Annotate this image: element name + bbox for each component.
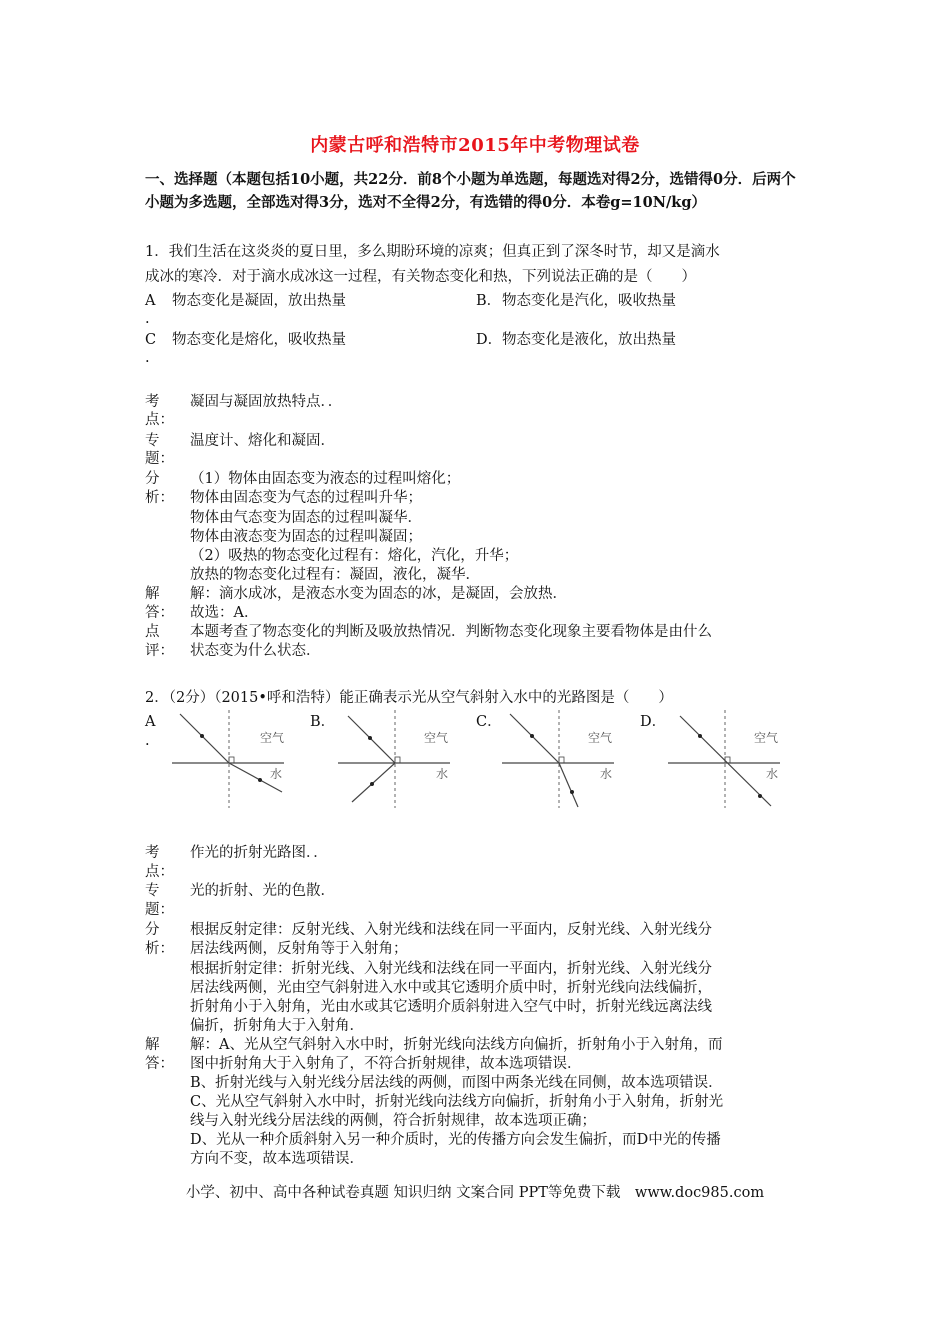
q2-kaodian-label-2: 点： <box>145 864 174 880</box>
light-path-diagram-a <box>172 710 284 808</box>
q2-zhuanti: 光的折射、光的色散． <box>190 883 335 899</box>
q1-stem-line-1: 1．我们生活在这炎炎的夏日里，多么期盼环境的凉爽；但真正到了深冬时节，却又是滴水 <box>145 244 720 260</box>
q1-zhuanti: 温度计、熔化和凝固． <box>190 433 335 449</box>
q1-jieda-line: 解：滴水成冰，是液态水变为固态的冰，是凝固，会放热． <box>190 586 567 602</box>
light-path-diagram-c <box>502 710 614 808</box>
air-label: 空气 <box>260 731 284 745</box>
light-path-diagram-d <box>668 710 780 808</box>
q2-jieda-line: D、光从一种介质斜射入另一种介质时，光的传播方向会发生偏折，而D中光的传播 <box>190 1132 721 1148</box>
water-label: 水 <box>436 767 449 781</box>
q1-fenxi-label-2: 析： <box>145 490 174 506</box>
q1-option-d-text: 物态变化是液化，放出热量 <box>502 332 676 348</box>
q1-fenxi-line: 物体由气态变为固态的过程叫凝华． <box>190 510 422 526</box>
q2-figure-d-letter: D． <box>640 714 667 730</box>
q2-zhuanti-label-2: 题： <box>145 902 174 918</box>
q1-fenxi-line: （2）吸热的物态变化过程有：熔化，汽化，升华； <box>190 548 519 564</box>
q2-stem: 2．（2分）（2015•呼和浩特）能正确表示光从空气斜射入水中的光路图是（ ） <box>145 690 673 706</box>
q2-fenxi-line: 根据折射定律：折射光线、入射光线和法线在同一平面内，折射光线、入射光线分 <box>190 961 712 977</box>
q1-zhuanti-label-2: 题： <box>145 451 174 467</box>
q1-option-c-dot: . <box>145 350 150 366</box>
q2-figure-a-letter: A <box>145 714 156 730</box>
q1-zhuanti-label-1: 专 <box>145 433 160 449</box>
water-label: 水 <box>766 767 779 781</box>
q2-fenxi-line: 居法线两侧，光由空气斜射进入水中或其它透明介质中时，折射光线向法线偏折， <box>190 980 712 996</box>
light-path-diagram-b <box>338 710 450 808</box>
q1-option-d-letter: D． <box>476 332 503 348</box>
q2-fenxi-label-1: 分 <box>145 922 160 938</box>
water-label: 水 <box>270 767 283 781</box>
q2-jieda-label-2: 答： <box>145 1056 174 1072</box>
q2-figure-c-letter: C． <box>476 714 502 730</box>
q1-fenxi-line: 放热的物态变化过程有：凝固，液化，凝华． <box>190 567 480 583</box>
q2-zhuanti-label-1: 专 <box>145 883 160 899</box>
q2-jieda-label-1: 解 <box>145 1037 160 1053</box>
water-label: 水 <box>600 767 613 781</box>
q1-jieda-line: 故选：A． <box>190 605 259 621</box>
q2-jieda-line: 解：A、光从空气斜射入水中时，折射光线向法线方向偏折，折射角小于入射角，而 <box>190 1037 723 1053</box>
page-footer: 小学、初中、高中各种试卷真题 知识归纳 文案合同 PPT等免费下载 www.doc985.com <box>185 1185 765 1201</box>
q1-option-a-letter: A <box>145 293 156 309</box>
q2-jieda-line: B、折射光线与入射光线分居法线的两侧，而图中两条光线在同侧，故本选项错误． <box>190 1075 723 1091</box>
q1-kaodian-label-1: 考 <box>145 394 160 410</box>
q2-fenxi-line: 根据反射定律：反射光线、入射光线和法线在同一平面内，反射光线、入射光线分 <box>190 922 712 938</box>
q1-dianping-line: 本题考查了物态变化的判断及吸放热情况．判断物态变化现象主要看物体是由什么 <box>190 624 712 640</box>
air-label: 空气 <box>754 731 779 745</box>
q2-fenxi-line: 折射角小于入射角，光由水或其它透明介质斜射进入空气中时，折射光线远离法线 <box>190 999 712 1015</box>
q1-option-a-text: 物态变化是凝固，放出热量 <box>172 293 346 309</box>
section-heading: 一、选择题（本题包括10小题，共22分．前8个小题为单选题，每题选对得2分，选错得0分．后两个小题为多选题，全部选对得3分，选对不全得2分，有选错的得0分．本卷g=10N/kg） <box>145 171 796 211</box>
q2-fenxi-label-2: 析： <box>145 941 174 957</box>
q2-jieda-line: 图中折射角大于入射角了，不符合折射规律，故本选项错误． <box>190 1056 582 1072</box>
page-title: 内蒙古呼和浩特市2015年中考物理试卷 <box>310 135 640 156</box>
q1-jieda-label-1: 解 <box>145 586 160 602</box>
q1-jieda-label-2: 答： <box>145 605 174 621</box>
q1-fenxi-line: 物体由液态变为固态的过程叫凝固； <box>190 529 422 545</box>
q1-dianping-label-2: 评： <box>145 643 174 659</box>
q2-jieda-line: C、光从空气斜射入水中时，折射光线向法线方向偏折，折射角小于入射角，折射光 <box>190 1094 724 1110</box>
q1-option-b-text: 物态变化是汽化，吸收热量 <box>502 293 676 309</box>
q2-fenxi-line: 偏折，折射角大于入射角． <box>190 1018 364 1034</box>
air-label: 空气 <box>424 731 449 745</box>
q1-option-c-text: 物态变化是熔化，吸收热量 <box>172 332 346 348</box>
q1-fenxi-line: 物体由固态变为气态的过程叫升华； <box>190 490 422 506</box>
q1-option-c-letter: C <box>145 332 157 348</box>
q1-option-b-letter: B． <box>476 293 502 309</box>
q2-figure-a-dot: . <box>145 733 150 749</box>
q1-stem-line-2: 成冰的寒冷．对于滴水成冰这一过程，有关物态变化和热，下列说法正确的是（ ） <box>145 269 696 285</box>
q2-jieda-line: 线与入射光线分居法线的两侧，符合折射规律，故本选项正确； <box>190 1113 596 1129</box>
q1-kaodian-label-2: 点： <box>145 412 174 428</box>
air-label: 空气 <box>588 731 613 745</box>
q2-jieda-line: 方向不变，故本选项错误． <box>190 1151 364 1167</box>
q1-fenxi-label-1: 分 <box>145 471 160 487</box>
q2-kaodian: 作光的折射光路图．． <box>190 845 328 861</box>
q1-dianping-label-1: 点 <box>145 624 160 640</box>
q1-dianping-line: 状态变为什么状态． <box>190 643 321 659</box>
q1-kaodian: 凝固与凝固放热特点．． <box>190 394 343 410</box>
q1-fenxi-line: （1）物体由固态变为液态的过程叫熔化； <box>190 471 461 487</box>
q2-fenxi-line: 居法线两侧，反射角等于入射角； <box>190 941 408 957</box>
q1-option-a-dot: . <box>145 311 150 327</box>
q2-kaodian-label-1: 考 <box>145 845 160 861</box>
q2-figure-b-letter: B． <box>310 714 336 730</box>
